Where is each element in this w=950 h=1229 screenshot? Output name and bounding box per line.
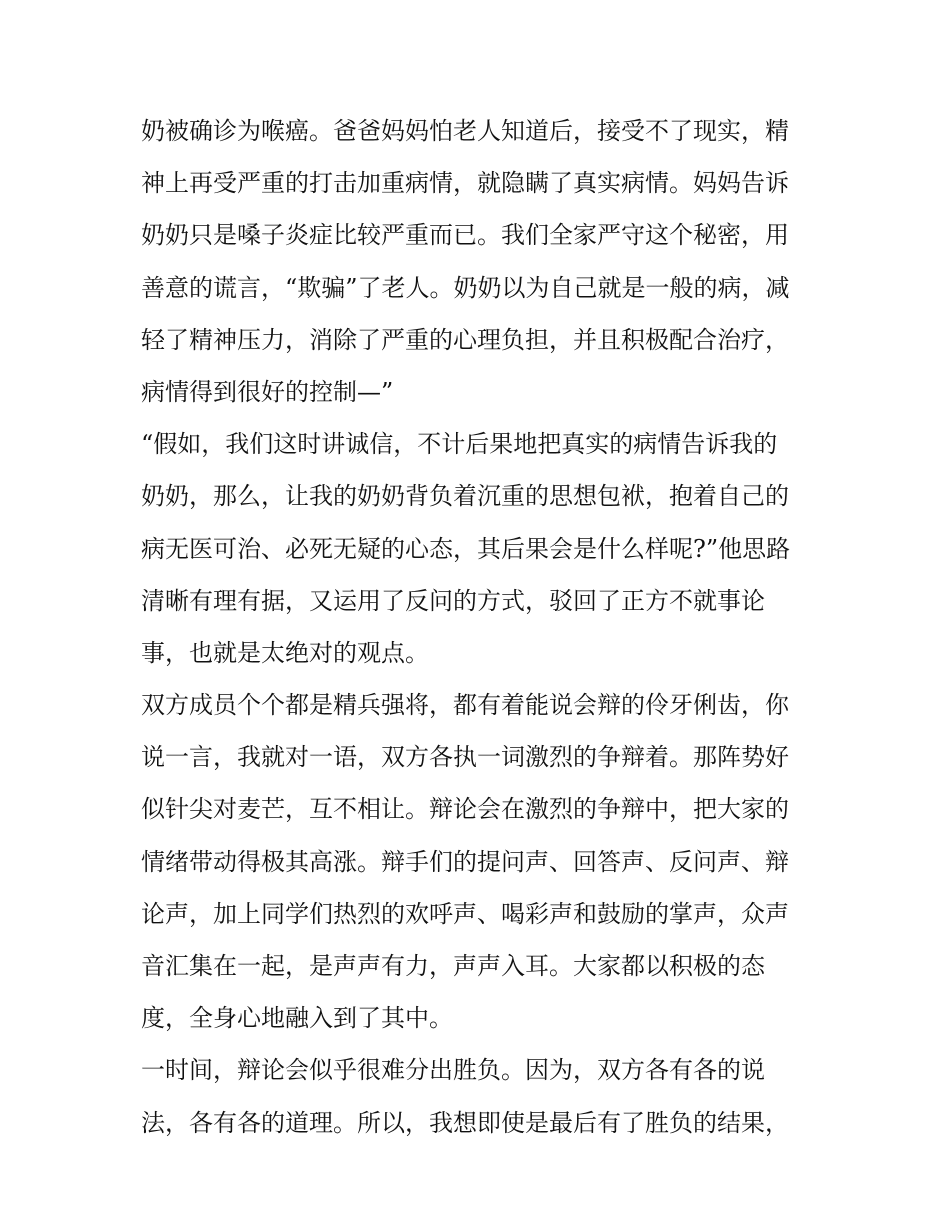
- text-line: 音汇集在一起，是声声有力，声声入耳。大家都以积极的态: [141, 952, 765, 980]
- text-line: 事，也就是太绝对的观点。: [141, 638, 429, 667]
- text-line: 法，各有各的道理。所以，我想即使是最后有了胜负的结果，: [141, 1108, 789, 1137]
- document-body: [141, 105, 821, 1149]
- text-line: 双方成员个个都是精兵强将，都有着能说会辩的伶牙俐齿，你: [141, 691, 789, 720]
- text-line: 善意的谎言，“欺骗”了老人。奶奶以为自己就是一般的病，减: [141, 273, 790, 302]
- text-line: 似针尖对麦芒，互不相让。辩论会在激烈的争辩中，把大家的: [141, 795, 789, 824]
- text-line: 说一言，我就对一语，双方各执一词激烈的争辩着。那阵势好: [141, 743, 789, 772]
- text-line: 轻了精神压力，消除了严重的心理负担，并且积极配合治疗，: [141, 325, 789, 354]
- text-line: 度，全身心地融入到了其中。: [141, 1004, 453, 1033]
- text-line: 神上再受严重的打击加重病情，就隐瞒了真实病情。妈妈告诉: [141, 169, 789, 198]
- text-line: 一时间，辩论会似乎很难分出胜负。因为，双方各有各的说: [141, 1056, 765, 1085]
- text-line: 奶奶只是嗓子炎症比较严重而已。我们全家严守这个秘密，用: [141, 221, 789, 250]
- text-line: 病情得到很好的控制—”: [141, 377, 394, 406]
- text-line: “假如，我们这时讲诚信，不计后果地把真实的病情告诉我的: [141, 430, 778, 459]
- text-line: 奶被确诊为喉癌。爸爸妈妈怕老人知道后，接受不了现实，精: [141, 117, 789, 145]
- text-line: 奶奶，那么，让我的奶奶背负着沉重的思想包袱，抱着自己的: [141, 482, 789, 511]
- text-line: 病无医可治、必死无疑的心态，其后果会是什么样呢?”他思路: [141, 534, 791, 563]
- text-line: 清晰有理有据，又运用了反问的方式，驳回了正方不就事论: [141, 586, 765, 615]
- text-line: 论声，加上同学们热烈的欢呼声、喝彩声和鼓励的掌声，众声: [141, 899, 789, 928]
- text-line: 情绪带动得极其高涨。辩手们的提问声、回答声、反问声、辩: [141, 847, 789, 876]
